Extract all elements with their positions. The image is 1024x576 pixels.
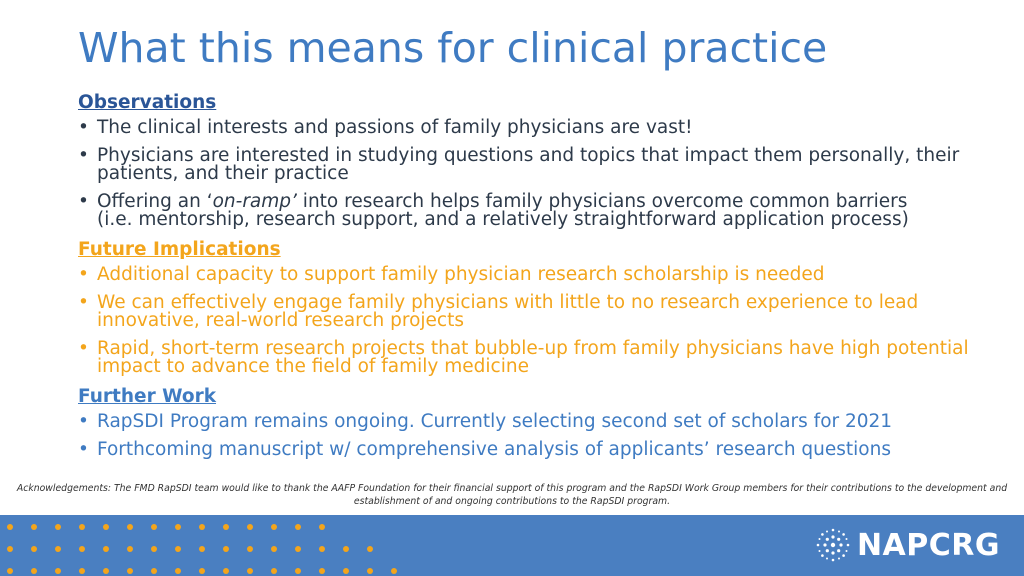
list-item [78, 193, 978, 229]
bullet-text: Physicians are interested in studying questions and topics that impact them personally, their patients, and their practice [97, 145, 960, 184]
bullet-dot: • [78, 338, 89, 359]
list-item [78, 294, 978, 330]
bullet-text: We can effectively engage family physicians with little to no research experience to lead innovative, real-world research projects [97, 292, 919, 331]
bullet-text: Rapid, short-term research projects that bubble-up from family physicians have high potential impact to advance the field of family medicine [97, 338, 969, 377]
dot-pattern [0, 515, 400, 576]
bullet-text: RapSDI Program remains ongoing. Currently selecting second set of scholars for 2021 [97, 411, 893, 432]
slide-content [78, 86, 978, 469]
list-item [78, 119, 978, 137]
list-item [78, 441, 978, 459]
list-item [78, 340, 978, 376]
bullet-text-continuation: (i.e. mentorship, research support, and a relatively straightforward application process) [97, 209, 909, 230]
bullet-text-after: into research helps family physicians overcome common barriers [296, 191, 908, 212]
on-ramp-emphasis: on-ramp’ [212, 191, 297, 212]
starburst-icon [815, 527, 851, 563]
bullet-dot: • [78, 117, 89, 138]
bullet-text-before: Offering an ‘ [97, 191, 213, 212]
list-item [78, 147, 978, 183]
bullet-dot: • [78, 411, 89, 432]
observations-heading: Observations [78, 92, 217, 113]
slide-title: What this means for clinical practice [78, 24, 828, 72]
napcrg-logo [815, 527, 1000, 563]
bullet-dot: • [78, 292, 89, 313]
bullet-dot: • [78, 264, 89, 285]
observations-section [78, 92, 978, 229]
future-implications-section [78, 239, 978, 376]
bullet-text: Additional capacity to support family physician research scholarship is needed [97, 264, 825, 285]
list-item [78, 266, 978, 284]
further-work-section [78, 386, 978, 459]
bullet-dot: • [78, 145, 89, 166]
acknowledgements: Acknowledgements: The FMD RapSDI team would like to thank the AAFP Foundation for their financial support of this program and the RapSDI Work Group members for their contributions to the development and establishment of and ongoing contributions to the RapSDI program. [16, 483, 1008, 507]
list-item [78, 413, 978, 431]
bullet-dot: • [78, 439, 89, 460]
further-work-heading: Further Work [78, 386, 217, 407]
logo-text: NAPCRG [856, 527, 1000, 563]
future-implications-heading: Future Implications [78, 239, 281, 260]
bullet-text: Forthcoming manuscript w/ comprehensive analysis of applicants’ research questions [97, 439, 891, 460]
footer-bar [0, 515, 1024, 576]
bullet-text: The clinical interests and passions of family physicians are vast! [97, 117, 693, 138]
bullet-dot: • [78, 191, 89, 212]
